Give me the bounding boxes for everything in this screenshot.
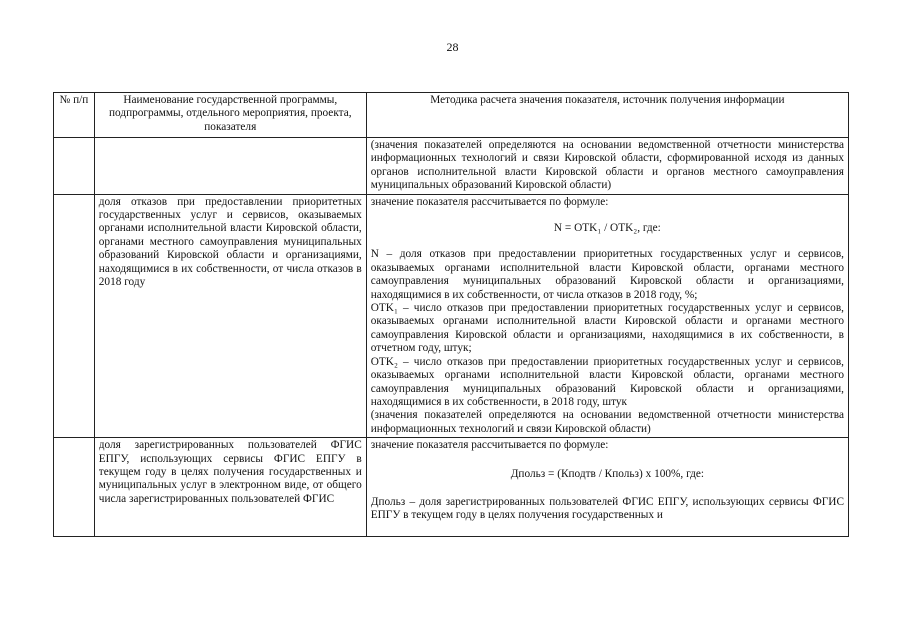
row3-name-cell (94, 438, 366, 537)
row3-method (366, 438, 848, 537)
header-number: № п/п (54, 93, 95, 138)
row3-name: доля зарегистрированных пользователей ФГИС ЕПГУ, использующих сервисы ФГИС ЕПГУ в текущем году в целях получения государственных и муниципальных услуг в электронном виде, от общего числа зарегистрированных пользователей ФГИС (98, 439, 362, 505)
formula-intro: значение показателя рассчитывается по формуле: (370, 195, 609, 208)
definition-otk2: OTK₂ – число отказов при предоставлении приоритетных государственных услуг и сервисов, оказываемых органами исполнительной власти Кировской области, органами местного самоуправления муниципальных образований Кировской области и организациями, находящимися в их собственности, в 2018 году, штук (370, 355, 844, 408)
formula: Дпольз = (Кподтв / Кпольз) х 100%, где: (510, 467, 705, 480)
header-name: Наименование государственной программы, подпрограммы, отдельного мероприятия, проекта, показателя (94, 93, 366, 138)
definition-otk1: OTK₁ – число отказов при предоставлении приоритетных государственных услуг и сервисов, оказываемых органами исполнительной власти Кировской области и органами местного самоуправления Кировской области и организациями, находящимися в их собственности, в отчетном году, штук; (370, 302, 844, 355)
row2-name: доля отказов при предоставлении приоритетных государственных услуг и сервисов, оказываемых органами исполнительной власти Кировской области, органами местного самоуправления муниципальных образований Кировской области и организациями, находящимися в их собственности, от числа отказов в 2018 году (94, 194, 366, 438)
table-row (54, 194, 849, 438)
methodology-table (53, 92, 849, 537)
row1-number (54, 138, 95, 195)
row1-method: (значения показателей определяются на основании ведомственной отчетности министерства информационных технологий и связи Кировской области, сформированной исходя из данных органов исполнительной власти Кировской области и органов местного самоуправления муниципальных образований Кировской области) (366, 138, 848, 195)
definition-dpolz: Дпольз – доля зарегистрированных пользователей ФГИС ЕПГУ, использующих сервисы ФГИС ЕПГУ в текущем году в целях получения государственных и (370, 495, 844, 522)
row2-method (366, 194, 848, 438)
row2-number (54, 194, 95, 438)
formula: N = OTK₁ / OTK₂, где: (553, 222, 661, 235)
table-row (54, 138, 849, 195)
page-number: 28 (446, 40, 459, 54)
row1-name (94, 138, 366, 195)
table-row (54, 438, 849, 537)
header-method: Методика расчета значения показателя, источник получения информации (366, 93, 848, 138)
source-note: (значения показателей определяются на основании ведомственной отчетности министерства информационных технологий и связи Кировской области) (370, 409, 844, 435)
definition-n: N – доля отказов при предоставлении приоритетных государственных услуг и сервисов, оказываемых органами исполнительной власти Кировской области, органами местного самоуправления муниципальных образований Кировской области и организациями, находящимися в их собственности, от числа отказов в 2018 году, %; (370, 248, 844, 301)
table-header-row (54, 93, 849, 138)
formula-intro: значение показателя рассчитывается по формуле: (370, 439, 609, 452)
row3-number (54, 438, 95, 537)
